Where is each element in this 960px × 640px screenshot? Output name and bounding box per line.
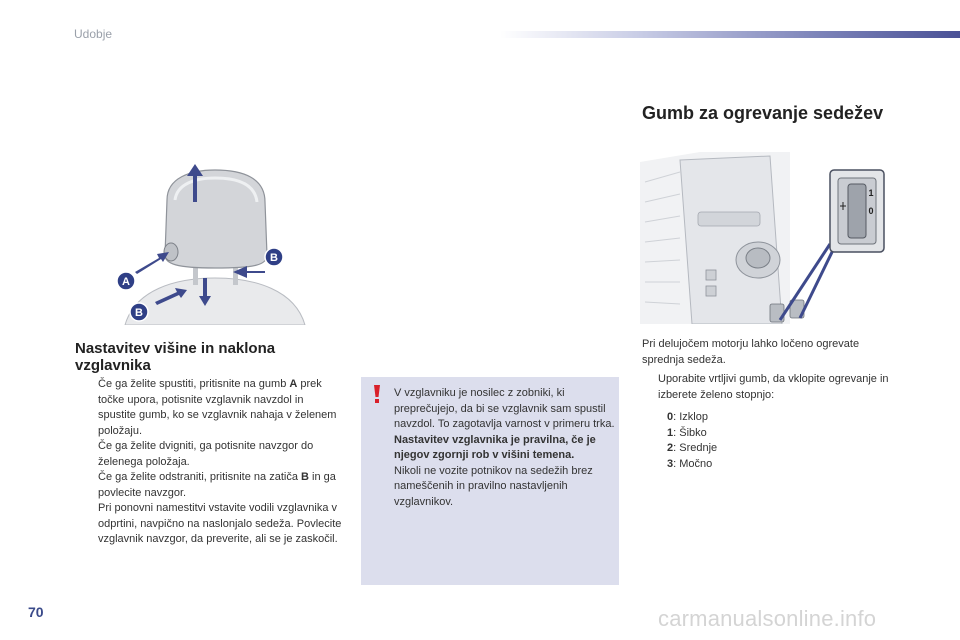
watermark: carmanualsonline.info: [658, 606, 877, 631]
level-item: 3: Močno: [667, 457, 713, 470]
warning-text: [394, 386, 616, 510]
console-illustration: [640, 152, 890, 324]
level-item: 2: Srednje: [667, 442, 718, 454]
warning-paragraph: V vzglavniku je nosilec z zobniki, ki preprečujejo, da bi se vzglavnik sam spustil navzdol. To zagotavlja varnost v primeru trka.: [394, 387, 615, 430]
warning-paragraph: Nikoli ne vozite potnikov na sedežih brez nameščenih in pravilno nastavljenih vzglavnikov.: [394, 464, 593, 508]
callout-b-left: [130, 303, 148, 321]
list-item: Če ga želite dvigniti, ga potisnite navzgor do želenega položaja.: [98, 440, 314, 468]
svg-text:1: 1: [868, 188, 874, 198]
section-header: Udobje: [74, 27, 113, 41]
level-item: 0: Izklop: [667, 411, 708, 423]
warning-paragraph-bold: Nastavitev vzglavnika je pravilna, če je njegov zgornji rob v višini temena.: [394, 433, 596, 461]
callout-b-right: [265, 248, 283, 266]
headrest-section-title: Nastavitev višine in naklona vzglavnika: [75, 340, 276, 374]
svg-text:B: B: [135, 307, 143, 319]
svg-text:A: A: [122, 276, 130, 288]
headrest-instructions: [82, 377, 344, 548]
headrest-illustration: [115, 160, 315, 325]
list-item: Če ga želite spustiti, pritisnite na gumb A prek točke upora, potisnite vzglavnik navzdol in spustite gumb, ko se vzglavnik nahaja v želenem položaju.: [98, 378, 337, 437]
heating-instructions: [642, 372, 912, 403]
list-item: Če ga želite odstraniti, pritisnite na zatiča B in ga povlecite navzgor.: [98, 471, 336, 499]
heating-section-title: Gumb za ogrevanje sedežev: [642, 103, 884, 123]
level-item: 1: Šibko: [667, 426, 707, 439]
list-item: Uporabite vrtljivi gumb, da vklopite ogrevanje in izberete želeno stopnjo:: [658, 373, 889, 401]
page-number: 70: [28, 604, 44, 620]
header-gradient-bar: [500, 31, 960, 38]
heating-intro: Pri delujočem motorju lahko ločeno ogrevate sprednja sedeža.: [642, 338, 860, 366]
svg-text:B: B: [270, 252, 278, 264]
heating-levels: [667, 410, 717, 472]
svg-text:0: 0: [868, 206, 874, 216]
callout-a: [117, 272, 135, 290]
exclamation-icon: [370, 384, 384, 404]
list-item: Pri ponovni namestitvi vstavite vodili vzglavnika v odprtini, navpično na naslonjalo sedeža. Povlecite vzglavnik navzgor, da preverite, ali se je zaskočil.: [98, 502, 342, 545]
